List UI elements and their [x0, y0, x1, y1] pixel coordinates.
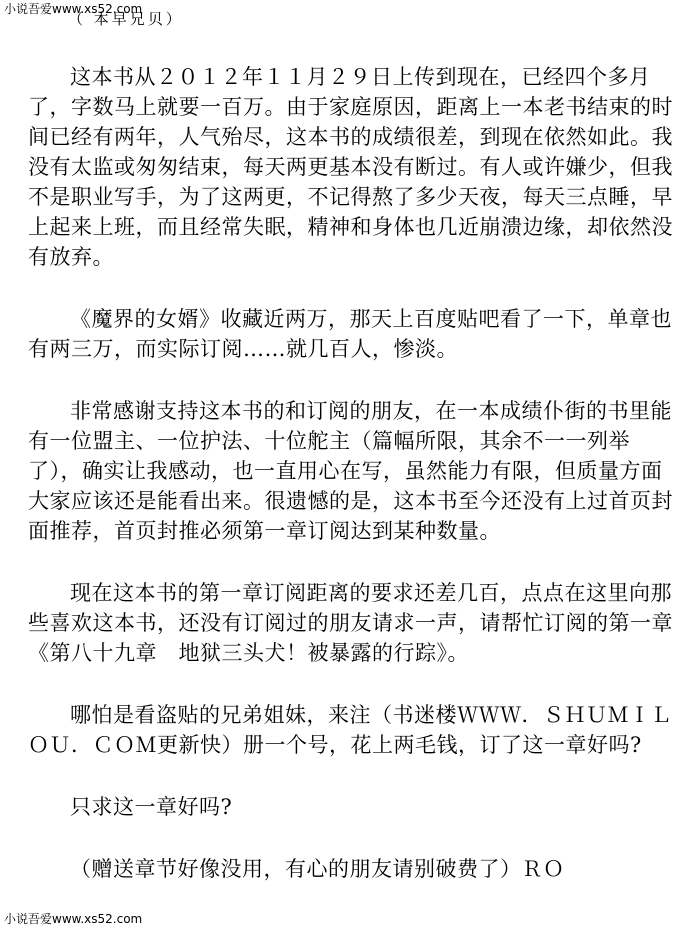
paragraph-1: 这本书从２０１２年１１月２９日上传到现在，已经四个多月了，字数马上就要一百万。由于家庭原因，距离上一本老书结束的时间已经有两年，人气殆尽，这本书的成绩很差，到现在依然如此。我没有太监或匆匆结束，每天两更基本没有断过。有人或许嫌少，但我不是职业写手，为了这两更，不记得熬了多少天夜，每天三点睡，早上起来上班，而且经常失眠，精神和身体也几近崩溃边缘，却依然没有放弃。 [28, 65, 673, 269]
paragraph-4: 现在这本书的第一章订阅距离的要求还差几百，点点在这里向那些喜欢这本书，还没有订阅过的朋友请求一声，请帮忙订阅的第一章《第八十九章 地狱三头犬！被暴露的行踪》。 [28, 581, 673, 665]
document-body [28, 62, 680, 884]
paragraph-2: 《魔界的女婿》收藏近两万，那天上百度贴吧看了一下，单章也有两三万，而实际订阅……就几百人，惨淡。 [28, 307, 672, 361]
watermark-top: 小说吾爱www.xs52.com [4, 2, 143, 16]
watermark-bottom: 小说吾爱www.xs52.com [4, 912, 143, 926]
paragraph-3: 非常感谢支持这本书的和订阅的朋友，在一本成绩仆街的书里能有一位盟主、一位护法、十位舵主（篇幅所限，其余不一一列举了），确实让我感动，也一直用心在写，虽然能力有限，但质量方面大家应该还是能看出来。很遗憾的是，这本书至今还没有上过首页封面推荐，首页封推必须第一章订阅达到某种数量。 [28, 399, 673, 543]
paragraph-6: 只求这一章好吗? [70, 795, 233, 819]
cut-off-header-fragment: （ 本早兄贝） [68, 10, 184, 28]
paragraph-5: 哪怕是看盗贴的兄弟姐妹，来注（书迷楼ＷＷＷ．ＳＨＵＭＩＬＯＵ．ＣＯＭ更新快）册一个号，花上两毛钱，订了这一章好吗? [28, 703, 672, 757]
paragraph-7: （赠送章节好像没用，有心的朋友请别破费了）ＲＯ [70, 857, 565, 881]
